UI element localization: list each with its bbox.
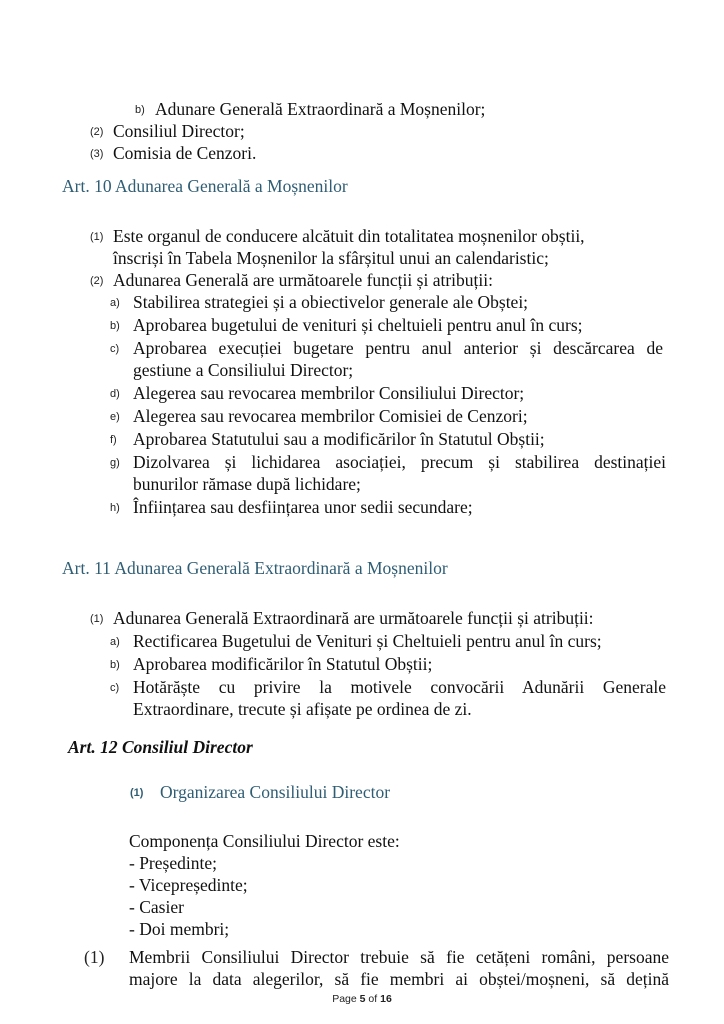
list-item-text: Stabilirea strategiei și a obiectivelor generale ale Obștei;: [133, 292, 529, 312]
list-item-text: Adunare Generală Extraordinară a Moșnenilor;: [155, 99, 486, 119]
list-item-text: Rectificarea Bugetului de Venituri și Cheltuieli pentru anul în curs;: [133, 631, 602, 651]
list-marker: h): [110, 502, 120, 514]
member-item: - Casier: [129, 897, 184, 917]
list-item-text: Comisia de Cenzori.: [113, 143, 257, 163]
list-marker: c): [110, 343, 120, 355]
paragraph-line: majore la data alegerilor, să fie membri ai obștei/moșneni, să dețină: [129, 969, 669, 989]
paragraph-line: Membrii Consiliului Director trebuie să fie cetățeni români, persoane: [129, 947, 669, 967]
list-item-text: gestiune a Consiliului Director;: [133, 360, 354, 380]
page-label: Page: [332, 993, 357, 1005]
article-12-heading: Art. 12 Consiliul Director: [68, 737, 253, 757]
list-marker: b): [135, 104, 145, 116]
list-item-text: Aprobarea Statutului sau a modificărilor în Statutul Obștii;: [133, 429, 545, 449]
list-marker: f): [110, 434, 117, 446]
list-item-text: Aprobarea execuției bugetare pentru anul anterior și descărcarea de: [133, 338, 663, 358]
paragraph-line: Adunarea Generală Extraordinară are următoarele funcții și atribuții:: [113, 608, 594, 628]
list-marker: (2): [90, 126, 104, 138]
paragraph-line: Adunarea Generală are următoarele funcții și atribuții:: [113, 270, 493, 290]
list-item-text: Aprobarea modificărilor în Statutul Obștii;: [133, 654, 433, 674]
list-item-text: Consiliul Director;: [113, 121, 245, 141]
list-marker: c): [110, 682, 120, 694]
member-item: - Președinte;: [129, 853, 217, 873]
paragraph-marker: (1): [84, 947, 105, 967]
list-marker: b): [110, 659, 120, 671]
paragraph-line: înscriși în Tabela Moșnenilor la sfârșitul unui an calendaristic;: [113, 248, 549, 268]
list-marker: a): [110, 297, 120, 309]
list-item-text: Înființarea sau desființarea unor sedii secundare;: [133, 497, 473, 517]
member-item: - Vicepreședinte;: [129, 875, 248, 895]
total-pages: 16: [380, 993, 392, 1005]
list-item-text: Dizolvarea și lichidarea asociației, precum și stabilirea destinației: [133, 452, 666, 472]
article-11-heading: Art. 11 Adunarea Generală Extraordinară a Moșnenilor: [62, 558, 448, 578]
list-item-text: Alegerea sau revocarea membrilor Comisiei de Cenzori;: [133, 406, 528, 426]
page-footer: [0, 993, 724, 1005]
list-item-text: Aprobarea bugetului de venituri și cheltuieli pentru anul în curs;: [133, 315, 583, 335]
list-marker: e): [110, 411, 120, 423]
composition-intro: Componența Consiliului Director este:: [129, 831, 400, 851]
of-label: of: [368, 993, 378, 1005]
subsection-marker: (1): [130, 787, 144, 799]
paragraph-line: Este organul de conducere alcătuit din totalitatea moșnenilor obștii,: [113, 226, 585, 246]
list-marker: (3): [90, 148, 104, 160]
paragraph-marker: (2): [90, 275, 104, 287]
article-10-heading: Art. 10 Adunarea Generală a Moșnenilor: [62, 176, 348, 196]
paragraph-marker: (1): [90, 231, 104, 243]
list-marker: d): [110, 388, 120, 400]
subsection-heading: Organizarea Consiliului Director: [160, 782, 391, 802]
list-item-text: Extraordinare, trecute și afișate pe ordinea de zi.: [133, 699, 472, 719]
list-marker: g): [110, 457, 120, 469]
list-marker: a): [110, 636, 120, 648]
member-item: - Doi membri;: [129, 919, 230, 939]
page-number: 5: [359, 993, 366, 1005]
list-marker: b): [110, 320, 120, 332]
paragraph-marker: (1): [90, 613, 104, 625]
list-item-text: Alegerea sau revocarea membrilor Consiliului Director;: [133, 383, 525, 403]
list-item-text: bunurilor rămase după lichidare;: [133, 474, 361, 494]
list-item-text: Hotărăște cu privire la motivele convocării Adunării Generale: [133, 677, 666, 697]
